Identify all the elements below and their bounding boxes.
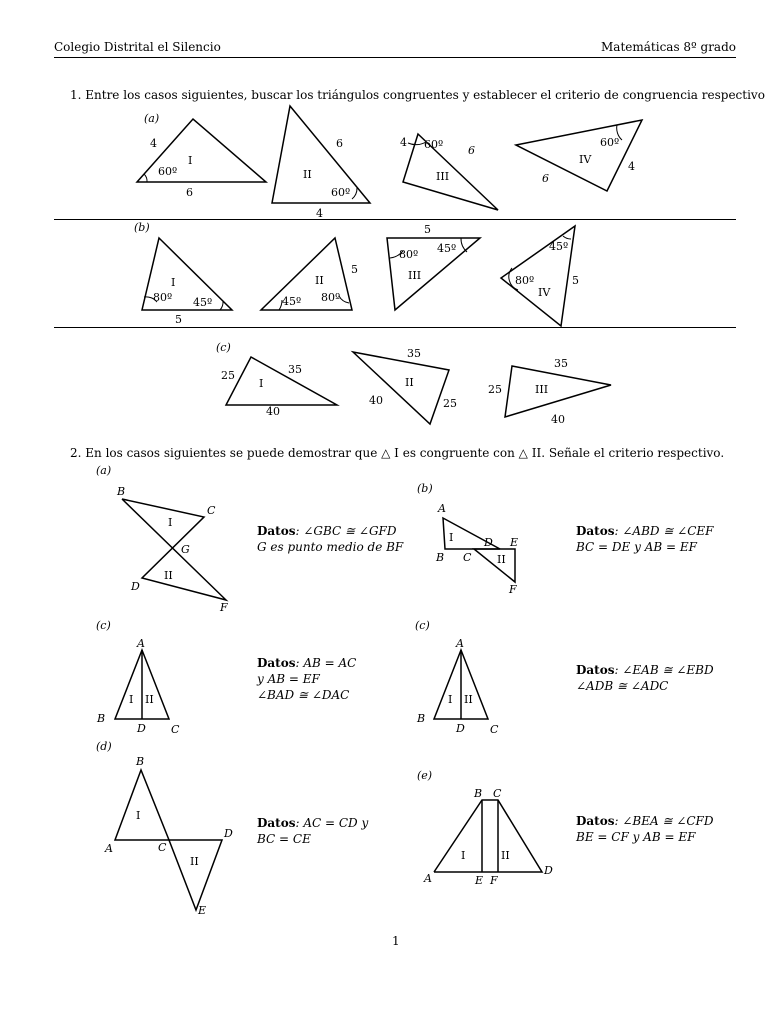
label-1a-II-angle: 60º	[331, 186, 351, 199]
label-1b-II-id: II	[315, 274, 324, 287]
label-1c-II-s3: 25	[443, 397, 457, 410]
label-1b-III-angle1: 80º	[399, 248, 419, 261]
label-1a-II-side2: 4	[316, 207, 323, 220]
label-1a: (a)	[144, 112, 160, 125]
label-1b-IV-angle1: 45º	[549, 240, 569, 253]
datos-2c1: Datos: AB = AC y AB = EF ∠BAD ≅ ∠DAC	[257, 656, 357, 702]
label-1b-I-id: I	[171, 276, 176, 289]
point-2e-B: B	[474, 787, 483, 800]
triangle-1c-II	[353, 352, 449, 424]
point-2b-E: E	[510, 536, 519, 549]
point-2e-F: F	[490, 874, 498, 887]
label-1c-III-s3: 40	[551, 413, 565, 426]
label-2c1-I: I	[129, 693, 134, 706]
triangle-1a-II	[272, 106, 370, 203]
question-1-text: 1. Entre los casos siguientes, buscar los triángulos congruentes y establecer el criterio de congruencia respectivo	[70, 88, 765, 102]
label-2c1-II: II	[145, 693, 154, 706]
label-1c-I-s3: 40	[266, 405, 280, 418]
point-2a-D: D	[131, 580, 140, 593]
point-2b-F: F	[509, 583, 517, 596]
triangle-2d-II	[169, 840, 222, 910]
label-1a-I-id: I	[188, 154, 193, 167]
triangle-1a-III	[403, 134, 498, 210]
question-2-text: 2. En los casos siguientes se puede demostrar que △ I es congruente con △ II. Señale el criterio respectivo.	[70, 446, 725, 460]
label-1a-II-id: II	[303, 168, 312, 181]
point-2c2-D: D	[456, 722, 465, 735]
point-2c1-B: B	[97, 712, 106, 725]
label-2c1: (c)	[96, 619, 111, 632]
triangle-2b-II	[474, 549, 515, 582]
page-number: 1	[392, 934, 400, 948]
header-school: Colegio Distrital el Silencio	[54, 40, 221, 54]
point-2b-B: B	[436, 551, 445, 564]
label-2e-I: I	[461, 849, 466, 862]
point-2e-C: C	[493, 787, 502, 800]
datos-2c2: Datos: ∠EAB ≅ ∠EBD ∠ADB ≅ ∠ADC	[576, 663, 714, 693]
label-1a-IV-side2: 6	[542, 172, 549, 185]
triangle-1c-I	[226, 357, 337, 405]
label-2b-II: II	[497, 553, 506, 566]
datos-2e: Datos: ∠BEA ≅ ∠CFD BE = CF y AB = EF	[576, 814, 714, 844]
point-2c1-C: C	[171, 723, 180, 736]
label-1b-I-angle2: 45º	[193, 296, 213, 309]
label-1c-II-s2: 40	[369, 394, 383, 407]
label-2d-II: II	[190, 855, 199, 868]
label-1b-III-id: III	[408, 269, 422, 282]
label-1b: (b)	[134, 221, 150, 234]
point-2d-C: C	[158, 841, 167, 854]
label-1a-III-side2: 6	[468, 144, 475, 157]
label-1a-IV-id: IV	[579, 153, 592, 166]
label-1b-IV-angle2: 80º	[515, 274, 535, 287]
point-2b-A: A	[438, 502, 446, 515]
label-1c-III-s2: 25	[488, 383, 502, 396]
label-2b: (b)	[417, 482, 433, 495]
label-2e-II: II	[501, 849, 510, 862]
label-1a-III-id: III	[436, 170, 450, 183]
datos-2a: Datos: ∠GBC ≅ ∠GFD G es punto medio de BF	[257, 524, 404, 554]
label-1b-II-side: 5	[351, 263, 358, 276]
label-2a-I: I	[168, 516, 173, 529]
label-1b-III-angle2: 45º	[437, 242, 457, 255]
label-2c2-I: I	[448, 693, 453, 706]
label-1c-I-s1: 25	[221, 369, 235, 382]
datos-2d: Datos: AC = CD y BC = CE	[257, 816, 369, 846]
point-2c2-B: B	[417, 712, 426, 725]
datos-2b: Datos: ∠ABD ≅ ∠CEF BC = DE y AB = EF	[576, 524, 714, 554]
label-2d-I: I	[136, 809, 141, 822]
triangle-1a-I	[137, 119, 266, 182]
label-1a-III-angle: 60º	[424, 138, 444, 151]
label-1b-IV-side: 5	[572, 274, 579, 287]
triangle-2d-I	[115, 770, 169, 840]
label-1b-I-angle1: 80º	[153, 291, 173, 304]
label-2b-I: I	[449, 531, 454, 544]
label-1c-I-id: I	[259, 377, 264, 390]
point-2e-D: D	[544, 864, 553, 877]
label-2e: (e)	[417, 769, 433, 782]
point-2a-C: C	[207, 504, 216, 517]
point-2d-B: B	[136, 755, 145, 768]
point-2d-E: E	[198, 904, 207, 917]
label-2c2: (c)	[415, 619, 430, 632]
label-1b-I-side: 5	[175, 313, 182, 326]
point-2b-D: D	[484, 536, 493, 549]
point-2a-B: B	[117, 485, 126, 498]
point-2d-A: A	[105, 842, 113, 855]
triangle-1c-III	[505, 366, 611, 417]
label-1b-IV-id: IV	[538, 286, 551, 299]
point-2b-C: C	[463, 551, 472, 564]
label-1a-III-side1: 4	[400, 136, 407, 149]
figure-2e	[434, 800, 542, 872]
label-2d: (d)	[96, 740, 112, 753]
label-1a-IV-side1: 4	[628, 160, 635, 173]
label-1a-I-side1: 4	[150, 137, 157, 150]
label-1a-II-side1: 6	[336, 137, 343, 150]
label-1b-II-angle2: 80º	[321, 291, 341, 304]
label-1b-III-side: 5	[424, 223, 431, 236]
point-2d-D: D	[224, 827, 233, 840]
point-2c2-C: C	[490, 723, 499, 736]
label-1c-III-s1: 35	[554, 357, 568, 370]
point-2c1-A: A	[137, 637, 145, 650]
label-1a-I-angle: 60º	[158, 165, 178, 178]
label-1c: (c)	[216, 341, 231, 354]
header-subject: Matemáticas 8º grado	[601, 40, 736, 54]
point-2c1-D: D	[137, 722, 146, 735]
label-1c-I-s2: 35	[288, 363, 302, 376]
label-1c-II-id: II	[405, 376, 414, 389]
label-1c-II-s1: 35	[407, 347, 421, 360]
point-2a-F: F	[220, 601, 228, 614]
point-2a-G: G	[181, 543, 190, 556]
point-2c2-A: A	[456, 637, 464, 650]
label-2a: (a)	[96, 464, 112, 477]
label-1b-II-angle1: 45º	[282, 295, 302, 308]
label-2a-II: II	[164, 569, 173, 582]
point-2e-E: E	[475, 874, 484, 887]
label-1c-III-id: III	[535, 383, 549, 396]
label-1a-I-side2: 6	[186, 186, 193, 199]
point-2e-A: A	[424, 872, 432, 885]
label-2c2-II: II	[464, 693, 473, 706]
label-1a-IV-angle: 60º	[600, 136, 620, 149]
